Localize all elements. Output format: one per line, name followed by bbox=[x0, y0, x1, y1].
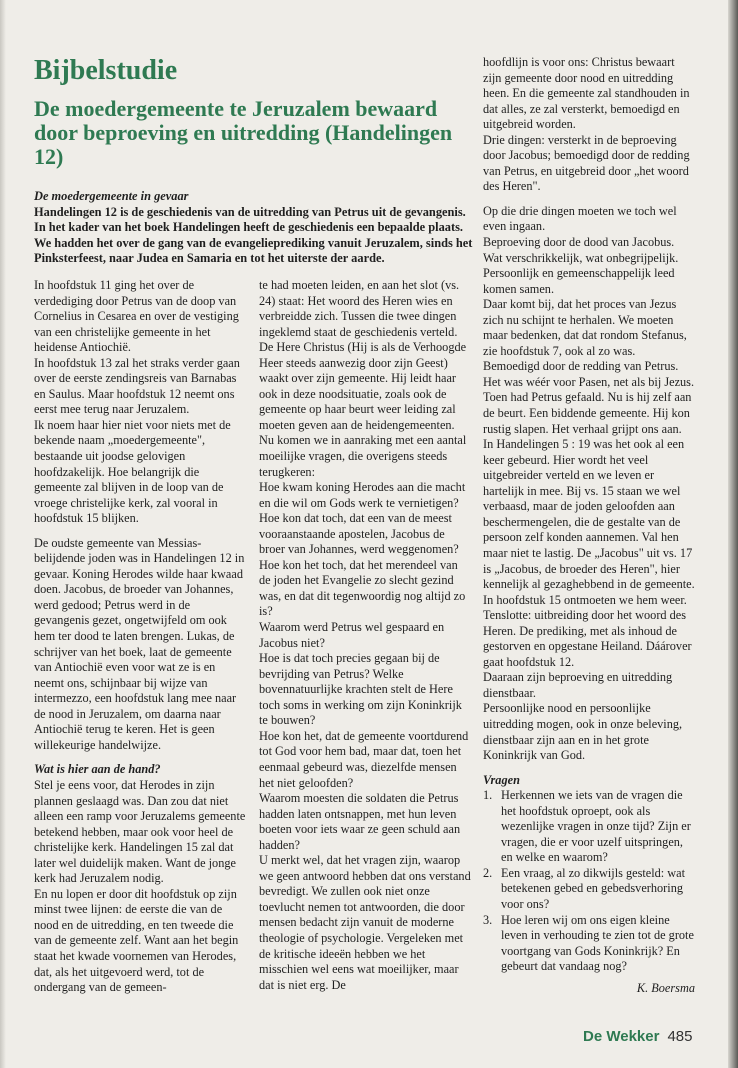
page-right-edge bbox=[728, 0, 738, 1068]
paragraph: Waarom werd Petrus wel gespaard en Jacobus niet? bbox=[259, 620, 445, 650]
paragraph: Stel je eens voor, dat Herodes in zijn plannen geslaagd was. Dan zou dat niet alleen een ramp voor Jeruzalems gemeente betekend hebben, maar ook voor heel de christelijke kerk. Handelingen 15 zal dat later wel duidelijk maken. Want de jonge kerk had Jeruzalem nodig. bbox=[34, 777, 246, 886]
article-subtitle: De moedergemeente te Jeruzalem bewaard door beproeving en uitredding (Handelingen 12) bbox=[34, 96, 453, 169]
paragraph: In hoofdstuk 11 ging het over de verdediging door Petrus van de doop van Cornelius in Cesarea en over de vestiging van een christelijke gemeente in het heidense Antiochië. bbox=[34, 278, 239, 355]
paragraph: Hoe kwam koning Herodes aan die macht en die wil om Gods werk te vernietigen? Hoe kon dat toch, dat een van de meest vooraanstaande apostelen, Jacobus de broer van Johannes, werd weggenomen? bbox=[259, 480, 466, 557]
subheading-vragen: Vragen bbox=[483, 772, 520, 787]
paragraph: Hoe kon het, dat de gemeente voortdurend tot God voor hem bad, maar dat, toen het eenmaal gebeurd was, diezelfde mensen het niet geloofden? bbox=[259, 728, 469, 790]
paragraph: Hoe is dat toch precies gegaan bij de bevrijding van Petrus? Welke bovennatuurlijke krachten stelt de Here toch soms in werking om zijn Koninkrijk te bouwen? bbox=[259, 651, 462, 728]
article-header bbox=[34, 55, 474, 169]
question-text: Een vraag, al zo dikwijls gesteld: wat betekenen gebed en gebedsverhoring voor ons? bbox=[501, 865, 686, 911]
page-footer bbox=[583, 1028, 703, 1046]
paragraph: Tenslotte: uitbreiding door het woord des Heren. De prediking, met als inhoud de gestorven en opgestane Heiland. Dáárover gaat hoofdstuk 12. bbox=[483, 608, 692, 669]
paragraph: Persoonlijke nood en persoonlijke uitredding mogen, ook in onze beleving, dienstbaar zijn aan en in het grote Koninkrijk van God. bbox=[483, 701, 683, 763]
paragraph: Nu komen we in aanraking met een aantal moeilijke vragen, die overigens steeds terugkeren: bbox=[259, 433, 467, 479]
questions-list bbox=[483, 788, 695, 975]
paragraph: Ik noem haar hier niet voor niets met de bekende naam „moedergemeente", bestaande uit joodse gelovigen hoofdzakelijk. Hoe belangrijk die gemeente zal blijven in de loop van de vroege christelijke kerk, zal vooral in hoofdstuk 15 blijken. bbox=[34, 417, 231, 526]
paragraph: Daar komt bij, dat het proces van Jezus zich nu schijnt te herhalen. We moeten maar bedenken, dat dat rondom Stefanus, zie hoofdstuk 7, ook al zo was. bbox=[483, 297, 687, 358]
paragraph: Bemoedigd door de redding van Petrus. Het was wéér voor Pasen, net als bij Jezus. Toen had Petrus gefaald. Nu is hij zelf aan de beurt. Een biddende gemeente. Hij kon rustig slapen. Het verhaal grijpt ons aan. In Handelingen 5 : 19 was het ook al een keer gebeurd. Hier wordt het veel uitgebreider verteld en we leven er hartelijk in mee. Bij vs. 15 staan we wel verbaasd, maar de joden geloofden aan beschermengelen, die de gestalte van de persoon zelf konden aannemen. Val hen maar niet te lastig. De „Jacobus" uit vs. 17 is „Jacobus, de broeder des Heren", hier kennelijk al gezaghebbend in de gemeente. In hoofdstuk 15 ontmoeten we hem weer. bbox=[483, 359, 695, 607]
paragraph: Drie dingen: versterkt in de beproeving door Jacobus; bemoedigd door de redding van Petrus, en uitgebreid door „het woord des Heren". bbox=[483, 132, 690, 194]
paragraph: te had moeten leiden, en aan het slot (vs. 24) staat: Het woord des Heren wies en verbreidde zich. Tussen die twee dingen ingeklemd staat de geschiedenis verteld. De Here Christus (Hij is als de Verhoogde Heer steeds aanwezig door zijn Geest) waakt over zijn gemeente. Hij leidt haar ook in deze noodsituatie, zoals ook de gemeente op haar beurt weer leiding zal moeten geven aan de heidengemeenten. bbox=[259, 278, 467, 432]
page-left-shadow bbox=[0, 0, 6, 1068]
question-number: 3. bbox=[483, 912, 493, 927]
intro-heading: De moedergemeente in gevaar bbox=[34, 189, 189, 203]
paragraph: Op die drie dingen moeten we toch wel even ingaan. bbox=[483, 203, 677, 234]
page-number: 485 bbox=[667, 1028, 693, 1045]
subheading-wat-is-hier: Wat is hier aan de hand? bbox=[34, 762, 161, 777]
question-number: 2. bbox=[483, 865, 493, 880]
author-name: K. Boersma bbox=[636, 980, 695, 995]
paragraph: Waarom moesten die soldaten die Petrus hadden laten ontsnappen, met hun leven boeten voor iets waar ze geen schuld aan hadden? bbox=[259, 791, 461, 852]
paragraph: Daaraan zijn beproeving en uitredding dienstbaar. bbox=[483, 670, 673, 700]
intro-block bbox=[34, 189, 474, 267]
paragraph: De oudste gemeente van Messias-belijdende joden was in Handelingen 12 in gevaar. Koning Herodes wilde haar kwaad doen. Jacobus, de broeder van Johannes, werd gedood; Petrus werd in de gevangenis gezet, ongetwijfeld om ook hem ter dood te laten brengen. Lukas, de schrijver van het boek, laat de gemeente van Antiochië even voor wat ze is en neemt ons, schijnbaar bij wijze van intermezzo, een hoofdstuk lang mee naar de nood in Jeruzalem, om daarna naar Antiochië terug te keren. Het is geen willekeurige handelwijze. bbox=[34, 535, 245, 752]
paragraph: In hoofdstuk 13 zal het straks verder gaan over de eerste zendingsreis van Barnabas en Saulus. Maar hoofdstuk 12 neemt ons eerst mee terug naar Jeruzalem. bbox=[34, 355, 240, 417]
column-1 bbox=[34, 278, 247, 996]
paragraph: hoofdlijn is voor ons: Christus bewaart zijn gemeente door nood en uitredding heen. En die gemeente zal standhouden in dat alles, ze zal versterkt, bemoedigd en uitgebreid worden. bbox=[483, 55, 690, 132]
column-2 bbox=[259, 278, 472, 993]
question-text: Hoe leren wij om ons eigen kleine leven in verhouding te zien tot de grote voortgang van Gods Koninkrijk? En gebeurt dat vandaag nog? bbox=[501, 912, 694, 974]
list-item bbox=[483, 866, 695, 913]
paragraph: En nu lopen er door dit hoofdstuk op zijn minst twee lijnen: de eerste die van de nood en de uitredding, en ten tweede die van de gemeente zelf. Want aan het begin staat het kwade voornemen van Herodes, dat, als het uitgevoerd werd, tot de ondergang van de gemeen- bbox=[34, 886, 239, 995]
section-title: Bijbelstudie bbox=[34, 55, 178, 86]
intro-lead: Handelingen 12 is de geschiedenis van de uitredding van Petrus uit de gevangenis. In het kader van het boek Handelingen heeft de geschiedenis een bepaalde plaats. We hadden het over de gang van de evangelieprediking vanuit Jeruzalem, sinds het Pinksterfeest, naar Judea en Samaria en tot het uiterste der aarde. bbox=[34, 204, 473, 266]
column-3 bbox=[483, 55, 695, 996]
paragraph: Beproeving door de dood van Jacobus. Wat verschrikkelijk, wat onbegrijpelijk. Persoonlijk en gemeenschappelijk leed komen samen. bbox=[483, 235, 679, 296]
magazine-name: De Wekker bbox=[583, 1028, 660, 1045]
list-item bbox=[483, 913, 695, 975]
paragraph: Hoe kon het toch, dat het merendeel van de joden het Evangelie zo slecht gezind was, en dat dit tegenwoordig nog altijd zo is? bbox=[259, 557, 466, 619]
question-text: Herkennen we iets van de vragen die het hoofdstuk oproept, ook als wezenlijke vragen in onze tijd? Zijn er vragen, die er voor uzelf uitspringen, en welke en waarom? bbox=[501, 788, 691, 865]
paragraph: U merkt wel, dat het vragen zijn, waarop we geen antwoord hebben dat ons verstand bevredigt. We zullen ook niet onze toevlucht nemen tot antwoorden, die door mensen bedacht zijn vanuit de moderne theologie of psychologie. Vergeleken met de kritische ideeën hebben we het misschien wel eens wat moeilijker, maar dat is niet erg. De bbox=[259, 853, 471, 992]
question-number: 1. bbox=[483, 788, 493, 803]
list-item bbox=[483, 788, 695, 866]
